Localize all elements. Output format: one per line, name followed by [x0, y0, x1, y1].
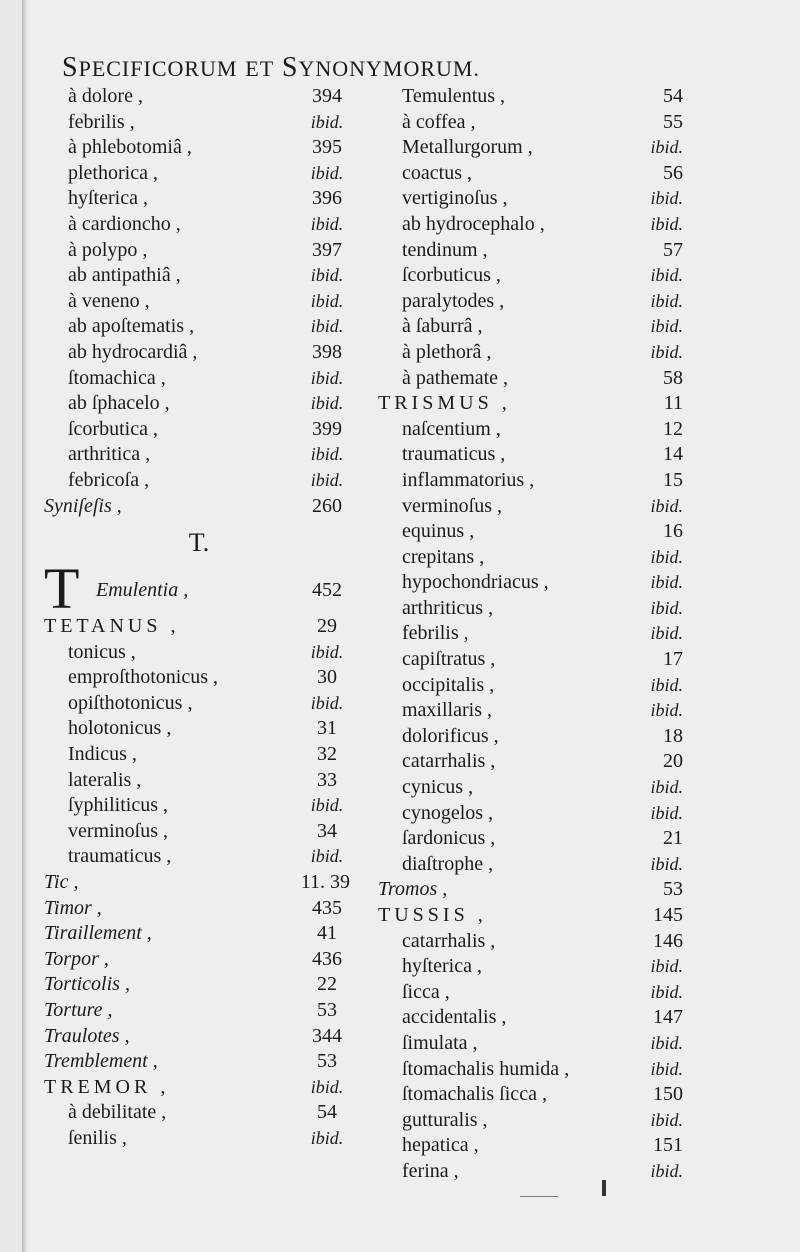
index-entry [378, 954, 683, 980]
index-entry [378, 519, 683, 545]
entry-term: ſcorbutica , [68, 417, 158, 440]
entry-page: 395 [312, 136, 342, 159]
entry-term: inflammatorius , [402, 468, 535, 491]
entry-term: equinus , [402, 520, 475, 543]
entry-page: 151 [653, 1134, 683, 1157]
index-entry [378, 647, 683, 673]
index-entry [44, 614, 354, 640]
entry-term: à dolore , [68, 85, 143, 107]
entry-page: 11. 39 [300, 871, 350, 894]
entry-term: ab apoſtematis , [68, 315, 195, 338]
entry-page: ibid. [650, 981, 683, 1002]
index-entry [44, 921, 354, 947]
entry-term: occipitalis , [402, 673, 495, 696]
index-entry [44, 870, 354, 896]
entry-page: 18 [663, 724, 683, 747]
entry-term: naſcentium , [402, 417, 501, 440]
index-entry [378, 494, 683, 520]
entry-page: 53 [317, 1050, 337, 1073]
entry-page: 34 [317, 819, 337, 842]
index-entry [378, 340, 683, 366]
entry-page: 394 [312, 85, 342, 107]
entry-term: tonicus , [68, 640, 136, 663]
index-entry [378, 417, 683, 443]
entry-page: ibid. [310, 265, 344, 286]
entry-term: ferina , [402, 1159, 459, 1182]
index-entry [44, 340, 354, 366]
entry-term: catarrhalis , [402, 929, 496, 952]
entry-page: ibid. [310, 846, 344, 867]
entry-page: 21 [663, 827, 683, 850]
index-entry [378, 596, 683, 622]
entry-term: plethorica , [68, 161, 158, 184]
index-entry [378, 366, 683, 392]
entry-page: ibid. [650, 674, 683, 695]
index-entry [378, 621, 683, 647]
index-entry [378, 1057, 683, 1083]
entry-page: ibid. [310, 1127, 344, 1148]
entry-term: capiſtratus , [402, 648, 496, 671]
entry-page: 11 [663, 392, 683, 415]
index-entry [44, 1100, 354, 1126]
entry-page: 147 [653, 1006, 683, 1029]
index-entry [378, 1005, 683, 1031]
left-block-2 [44, 614, 354, 1151]
entry-term: accidentalis , [402, 1006, 507, 1029]
entry-term: ab hydrocardiâ , [68, 340, 198, 363]
entry-term: Metallurgorum , [402, 136, 533, 159]
entry-term: arthritica , [68, 443, 151, 466]
index-entry [44, 844, 354, 870]
entry-page: ibid. [310, 393, 344, 414]
entry-page: ibid. [650, 137, 683, 158]
index-entry [44, 289, 354, 315]
index-entry [44, 135, 354, 161]
index-entry [44, 161, 354, 187]
index-entry [44, 1126, 354, 1152]
header-initial-2: S [281, 52, 299, 83]
entry-term: Syniſeſis , [44, 494, 122, 517]
entry-term: verminoſus , [68, 819, 168, 842]
index-entry [378, 929, 683, 955]
index-entry [44, 1075, 354, 1101]
index-entry [44, 768, 354, 794]
entry-page: ibid. [650, 1058, 683, 1079]
entry-page: 30 [317, 666, 337, 689]
entry-term: ſcorbuticus , [402, 264, 501, 287]
entry-term: ſenilis , [68, 1126, 127, 1149]
entry-page: 436 [312, 947, 342, 970]
entry-page: 54 [317, 1101, 337, 1124]
entry-term: Timor , [44, 896, 102, 919]
entry-page: ibid. [650, 1032, 683, 1053]
entry-page: 150 [653, 1083, 683, 1106]
index-entry [378, 749, 683, 775]
index-entry [44, 366, 354, 392]
index-entry [378, 724, 683, 750]
index-entry [378, 852, 683, 878]
entry-page: 31 [317, 717, 337, 740]
index-entry [378, 1133, 683, 1159]
index-entry [378, 570, 683, 596]
index-entry [378, 238, 683, 264]
index-entry [378, 135, 683, 161]
index-entry [44, 896, 354, 922]
entry-term: Traulotes , [44, 1024, 130, 1047]
entry-term: hypochondriacus , [402, 571, 549, 594]
entry-term: Emulentia , [96, 579, 189, 602]
header-word-2: YNONYMORUM. [298, 56, 480, 81]
entry-page: 16 [663, 520, 683, 543]
entry-page: ibid. [310, 290, 344, 311]
entry-term: Indicus , [68, 743, 137, 766]
entry-term: TETANUS , [44, 615, 180, 638]
entry-page: 29 [317, 615, 337, 638]
header-initial-1: S [62, 52, 79, 83]
entry-term: crepitans , [402, 545, 485, 568]
entry-page: 32 [317, 743, 337, 766]
index-entry [378, 877, 683, 903]
index-entry [378, 212, 683, 238]
index-entry [44, 186, 354, 212]
entry-term: febricoſa , [68, 468, 150, 491]
index-entry [378, 1108, 683, 1134]
index-entry [44, 691, 354, 717]
entry-page: 260 [312, 494, 342, 517]
entry-term: Tremblement , [44, 1050, 158, 1073]
index-entry [44, 110, 354, 136]
entry-term: à ſaburrâ , [402, 315, 483, 338]
entry-page: 146 [653, 929, 683, 952]
drop-capital: T [44, 556, 80, 622]
entry-page: ibid. [310, 162, 344, 183]
entry-term: Temulentus , [402, 85, 506, 107]
index-entry [44, 417, 354, 443]
entry-page: 396 [312, 187, 342, 210]
entry-term: ſardonicus , [402, 827, 496, 850]
entry-page: 397 [312, 238, 342, 261]
entry-term: à pathemate , [402, 366, 509, 389]
entry-page: ibid. [650, 1160, 683, 1181]
entry-term: à veneno , [68, 289, 150, 312]
entry-term: cynogelos , [402, 801, 494, 824]
entry-term: à coffea , [402, 110, 476, 133]
index-entry [378, 673, 683, 699]
entry-page: 33 [317, 768, 337, 791]
entry-page: 54 [663, 85, 683, 107]
entry-term: lateralis , [68, 768, 142, 791]
index-entry [378, 826, 683, 852]
entry-page: ibid. [310, 213, 344, 234]
entry-page: ibid. [310, 367, 344, 388]
entry-term: cynicus , [402, 776, 474, 799]
entry-term: Torpor , [44, 947, 109, 970]
entry-term: ſtomachica , [68, 366, 166, 389]
index-entry [44, 212, 354, 238]
entry-term: diaſtrophe , [402, 852, 494, 875]
entry-term: hepatica , [402, 1134, 479, 1157]
entry-term: à debilitate , [68, 1101, 167, 1124]
index-entry [44, 998, 354, 1024]
entry-page: 41 [317, 922, 337, 945]
entry-term: hyſterica , [68, 187, 148, 210]
entry-page: ibid. [310, 316, 344, 337]
entry-term: ab hydrocephalo , [402, 212, 545, 235]
page-gutter-shadow [22, 0, 28, 1252]
entry-page: ibid. [310, 795, 344, 816]
entry-page: ibid. [650, 956, 683, 977]
entry-term: gutturalis , [402, 1108, 488, 1131]
entry-page: ibid. [650, 316, 683, 337]
entry-term: paralytodes , [402, 289, 505, 312]
index-entry [44, 238, 354, 264]
entry-page: 17 [663, 648, 683, 671]
entry-page: ibid. [650, 290, 683, 311]
ink-blot [602, 1180, 606, 1196]
index-entry [44, 972, 354, 998]
header-conjunction: ET [245, 56, 275, 81]
entry-term: Torticolis , [44, 973, 130, 996]
entry-term: hyſterica , [402, 955, 482, 978]
entry-term: à polypo , [68, 238, 148, 261]
entry-page: 398 [312, 340, 342, 363]
index-entry [378, 391, 683, 417]
entry-page: 53 [663, 878, 683, 901]
index-entry [44, 494, 354, 520]
entry-term: maxillaris , [402, 699, 492, 722]
index-entry [378, 263, 683, 289]
entry-term: catarrhalis , [402, 750, 496, 773]
index-entry [44, 442, 354, 468]
entry-term: febrilis , [402, 622, 469, 645]
index-entry [378, 903, 683, 929]
entry-page: ibid. [650, 546, 683, 567]
entry-page: ibid. [650, 572, 683, 593]
entry-term: ab ſphacelo , [68, 392, 170, 415]
index-entry [378, 545, 683, 571]
entry-page: ibid. [650, 597, 683, 618]
index-entry [378, 1159, 683, 1185]
page-rule-mark [520, 1196, 558, 1197]
index-entry [378, 289, 683, 315]
left-block-1 [44, 84, 354, 519]
index-entry [44, 665, 354, 691]
entry-page: 55 [663, 110, 683, 133]
index-entry [378, 775, 683, 801]
entry-term: à cardioncho , [68, 212, 181, 235]
index-entry [44, 468, 354, 494]
entry-page: ibid. [650, 495, 683, 516]
entry-term: Tromos , [378, 878, 448, 901]
header-word-1: PECIFICORUM [78, 56, 238, 81]
entry-term: ſyphiliticus , [68, 794, 168, 817]
entry-term: TRISMUS , [378, 392, 511, 415]
entry-page: ibid. [650, 341, 683, 362]
index-entry [44, 742, 354, 768]
index-entry [378, 110, 683, 136]
entry-term: TUSSIS , [378, 904, 487, 926]
entry-term: ſimulata , [402, 1031, 478, 1054]
index-entry [378, 186, 683, 212]
index-entry [44, 716, 354, 742]
running-header [62, 52, 672, 84]
entry-page: 57 [663, 238, 683, 261]
index-entry [44, 391, 354, 417]
entry-term: ſtomachalis ſicca , [402, 1083, 547, 1106]
entry-term: traumaticus , [68, 845, 172, 868]
entry-page: 12 [663, 417, 683, 440]
entry-term: febrilis , [68, 110, 135, 133]
entry-term: ſtomachalis humida , [402, 1057, 570, 1080]
entry-page: ibid. [650, 1109, 683, 1130]
entry-term: ſicca , [402, 980, 450, 1003]
section-letter: T. [188, 528, 210, 558]
entry-page: 56 [663, 161, 683, 184]
entry-page: 399 [312, 417, 342, 440]
entry-term: traumaticus , [402, 443, 506, 466]
index-entry [44, 793, 354, 819]
left-index-column [44, 84, 354, 1152]
index-entry [378, 314, 683, 340]
entry-term: vertiginoſus , [402, 187, 508, 210]
entry-page: ibid. [310, 641, 344, 662]
entry-term: Tiraillement , [44, 922, 152, 945]
entry-page: ibid. [650, 802, 683, 823]
index-entry [44, 640, 354, 666]
entry-term: coactus , [402, 161, 472, 184]
entry-page: ibid. [310, 1076, 344, 1097]
dropcap-entry [44, 556, 354, 622]
entry-term: Tic , [44, 871, 79, 894]
entry-page: ibid. [650, 700, 683, 721]
entry-term: à plethorâ , [402, 340, 492, 363]
entry-page: 22 [317, 973, 337, 996]
entry-page: ibid. [310, 111, 344, 132]
index-entry [378, 442, 683, 468]
entry-term: ab antipathiâ , [68, 264, 181, 287]
entry-page: 435 [312, 896, 342, 919]
entry-page: 145 [653, 904, 683, 926]
entry-term: dolorificus , [402, 724, 499, 747]
index-entry [44, 947, 354, 973]
entry-term: opiſthotonicus , [68, 691, 193, 714]
index-entry [44, 1049, 354, 1075]
entry-page: 344 [312, 1024, 342, 1047]
entry-term: arthriticus , [402, 596, 494, 619]
entry-page: ibid. [650, 188, 683, 209]
entry-page: ibid. [650, 853, 683, 874]
entry-page: 58 [663, 366, 683, 389]
entry-page: 20 [663, 750, 683, 773]
entry-term: tendinum , [402, 238, 488, 261]
entry-page: 15 [663, 468, 683, 491]
entry-page: ibid. [310, 469, 344, 490]
entry-term: emproſthotonicus , [68, 666, 218, 689]
entry-page: ibid. [650, 777, 683, 798]
index-entry [378, 161, 683, 187]
entry-page: 53 [317, 999, 337, 1021]
entry-term: Torture , [44, 999, 113, 1021]
entry-term: holotonicus , [68, 717, 172, 740]
index-entry [44, 263, 354, 289]
index-entry [378, 801, 683, 827]
index-entry [44, 84, 354, 110]
index-entry [378, 84, 683, 110]
entry-term: à phlebotomiâ , [68, 136, 192, 159]
index-entry [378, 1031, 683, 1057]
index-entry [44, 1024, 354, 1050]
entry-page: ibid. [650, 213, 683, 234]
index-entry [378, 1082, 683, 1108]
right-index-column [378, 84, 683, 1185]
entry-page: 14 [663, 443, 683, 466]
entry-term: verminoſus , [402, 494, 502, 517]
entry-page: ibid. [650, 623, 683, 644]
entry-term: TREMOR , [44, 1075, 170, 1098]
index-entry [378, 698, 683, 724]
index-entry [378, 468, 683, 494]
index-entry [44, 819, 354, 845]
index-entry [44, 314, 354, 340]
index-entry [378, 980, 683, 1006]
entry-page: ibid. [310, 444, 344, 465]
entry-page: ibid. [650, 265, 683, 286]
entry-page: 452 [312, 579, 342, 602]
entry-page: ibid. [310, 692, 344, 713]
